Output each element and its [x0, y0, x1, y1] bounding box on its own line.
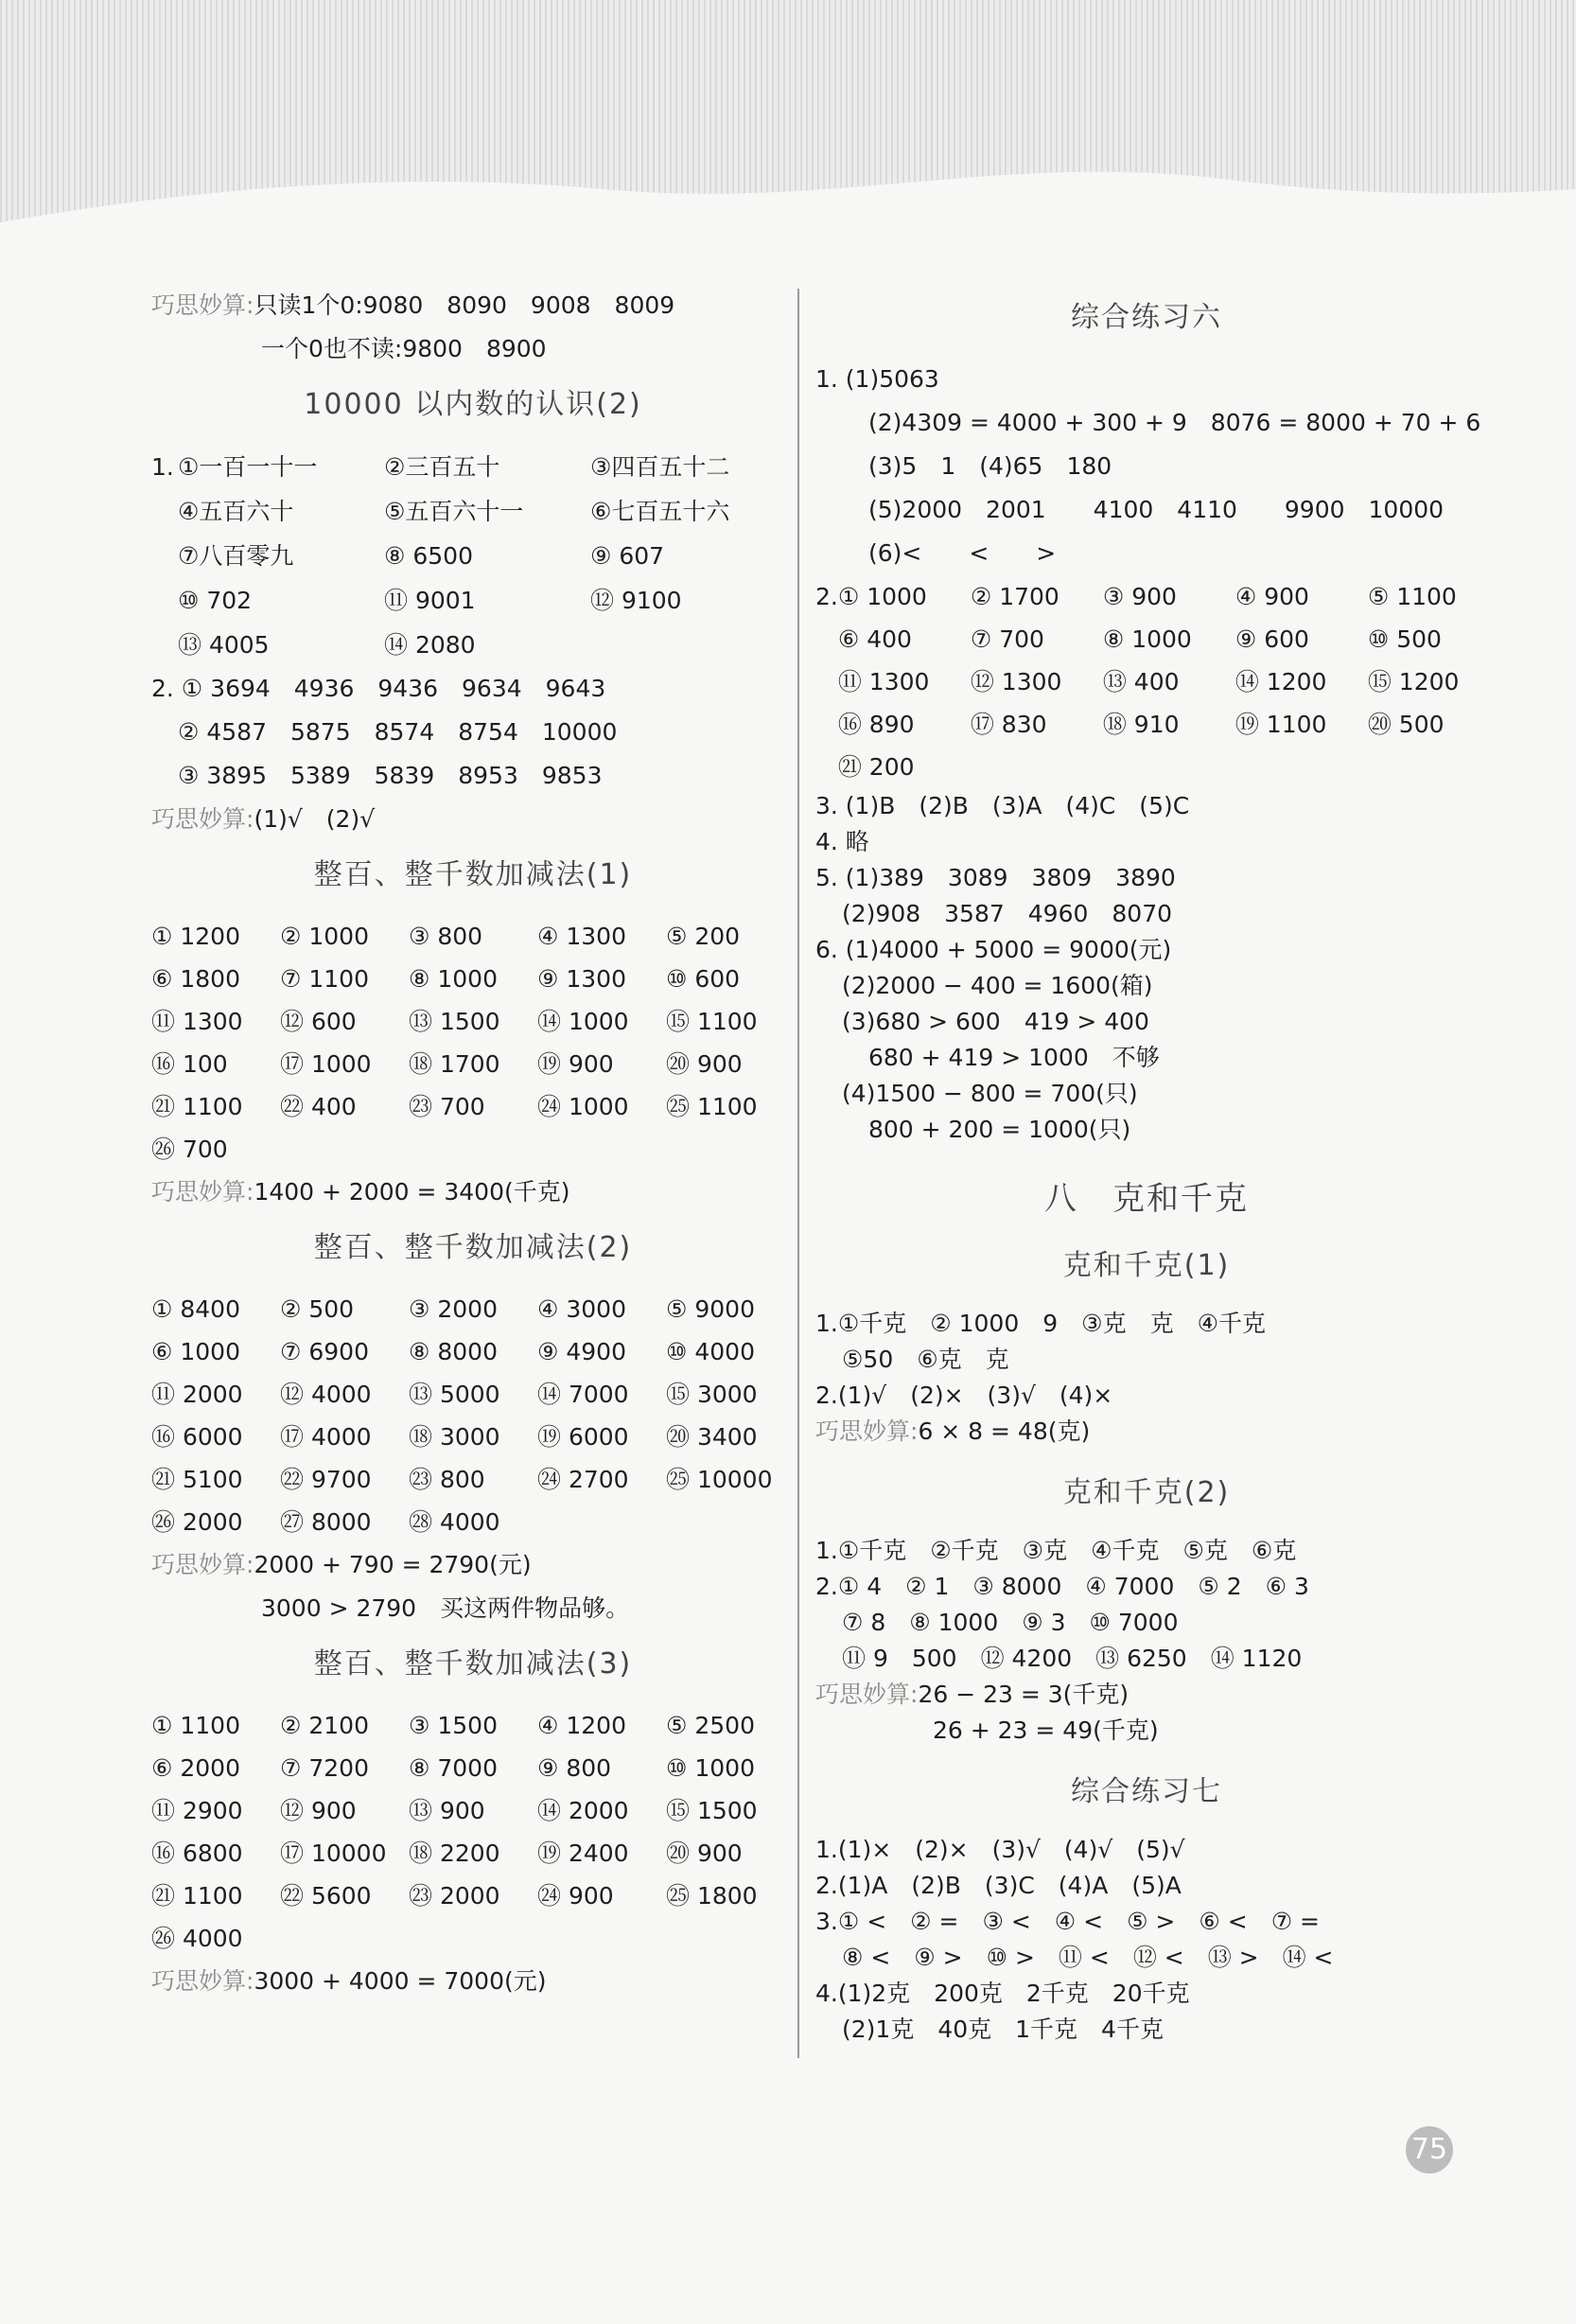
trick-text-2: 3000 > 2790 买这两件物品够。 — [261, 1594, 630, 1622]
trick-label: 巧思妙算: — [151, 291, 254, 319]
answer-item: ⑱ 910 — [1102, 711, 1180, 738]
sec7-row: ⑧ < ⑨ > ⑩ > ⑪ < ⑫ < ⑬ > ⑭ < — [842, 1944, 1334, 1971]
answer-item: ④ 900 — [1235, 583, 1309, 610]
answer-item: ㉖ 700 — [151, 1136, 228, 1163]
q2-row: ② 4587 5875 8574 8754 10000 — [178, 718, 618, 746]
answer-item: ⑳ 900 — [666, 1050, 743, 1078]
answer-item: ㉑ 1100 — [151, 1093, 243, 1120]
sec7-row: 4.(1)2克 200克 2千克 20千克 — [815, 1980, 1190, 2007]
answer-item: ① 1100 — [151, 1712, 240, 1739]
answer-item: ⑥ 2000 — [151, 1754, 240, 1782]
answer-item: ⑦八百零九 — [178, 542, 294, 570]
g1-row: 1.①千克 ② 1000 9 ③克 克 ④千克 — [815, 1310, 1266, 1337]
answer-item: ⑦ 6900 — [280, 1338, 369, 1365]
answer-item: ⑬ 1500 — [409, 1008, 500, 1035]
trick-text: 1400 + 2000 = 3400(千克) — [254, 1178, 570, 1206]
q6-row: (4)1500 − 800 = 700(只) — [842, 1080, 1138, 1107]
answer-item: ⑪ 2000 — [151, 1381, 243, 1408]
answer-item: ③ 1500 — [409, 1712, 498, 1739]
answer-item: ⑥ 1800 — [151, 965, 240, 993]
answer-item: ⑩ 4000 — [666, 1338, 755, 1365]
answer-item: ⑯ 890 — [837, 711, 915, 738]
answer-grid — [151, 915, 795, 1171]
trick-label: 巧思妙算: — [151, 1967, 254, 1995]
answer-item: ㉑ 5100 — [151, 1466, 243, 1493]
answer-item: ⑭ 7000 — [537, 1381, 629, 1408]
answer-item: ㉓ 800 — [409, 1466, 485, 1493]
answer-item: ⑫ 4000 — [280, 1381, 372, 1408]
answer-item: ⑤ 1100 — [1367, 583, 1457, 610]
answer-item: ⑥ 1000 — [151, 1338, 240, 1365]
section-title: 整百、整千数加减法(2) — [313, 1231, 633, 1264]
answer-item: ⑯ 6000 — [151, 1423, 243, 1451]
answer-item: ② 500 — [280, 1295, 355, 1323]
answer-item: ② 1700 — [970, 583, 1059, 610]
answer-item: ④ 1300 — [537, 923, 626, 950]
trick-text-2: 26 + 23 = 49(千克) — [933, 1717, 1159, 1744]
q2-row: 2. ① 3694 4936 9436 9634 9643 — [151, 675, 606, 702]
answer-item: ㉒ 9700 — [280, 1466, 372, 1493]
answer-item: ⑬ 5000 — [409, 1381, 500, 1408]
trick-row — [151, 1171, 795, 1214]
page-number: 75 — [1406, 2126, 1453, 2174]
g2-row: 2.① 4 ② 1 ③ 8000 ④ 7000 ⑤ 2 ⑥ 3 — [815, 1573, 1309, 1600]
answer-item: ㉖ 4000 — [151, 1925, 243, 1952]
trick-text: 26 − 23 = 3(千克) — [918, 1681, 1129, 1708]
answer-item: ③ 800 — [409, 923, 483, 950]
q1-label: 1. — [151, 453, 174, 481]
answer-item: ⑳ 3400 — [666, 1423, 758, 1451]
answer-item: ⑰ 4000 — [280, 1423, 372, 1451]
answer-item: ㉒ 5600 — [280, 1882, 372, 1910]
answer-item: ⑫ 1300 — [970, 668, 1062, 695]
trick-row — [815, 1414, 1478, 1450]
answer-item: ⑥七百五十六 — [590, 498, 730, 525]
answer-item: ① 1200 — [151, 923, 240, 950]
answer-item: ⑳ 900 — [666, 1840, 743, 1867]
answer-item: ④五百六十 — [178, 498, 294, 525]
answer-item: ⑧ 6500 — [384, 542, 473, 570]
trick-label: 巧思妙算: — [151, 1551, 254, 1578]
answer-item: ⑮ 3000 — [666, 1381, 758, 1408]
answer-item: ⑨ 800 — [537, 1754, 612, 1782]
answer-item: ㉑ 200 — [837, 753, 915, 781]
section-title: 综合练习七 — [1071, 1775, 1222, 1808]
sec7-row: 1.(1)× (2)× (3)√ (4)√ (5)√ — [815, 1836, 1185, 1863]
answer-item: ⑥ 400 — [837, 625, 912, 653]
answer-item: ⑭ 1200 — [1235, 668, 1327, 695]
q6-row: (2)2000 − 400 = 1600(箱) — [842, 972, 1153, 999]
answer-item: ㉘ 4000 — [409, 1508, 500, 1536]
answer-item: ⑲ 1100 — [1235, 711, 1327, 738]
trick-row — [151, 798, 795, 841]
q2-row: ③ 3895 5389 5839 8953 9853 — [178, 762, 603, 789]
answer-item: ⑯ 100 — [151, 1050, 228, 1078]
answer-item: ⑫ 9100 — [590, 587, 682, 614]
answer-item: ⑪ 9001 — [384, 587, 476, 614]
chapter-title: 八 克和千克 — [1044, 1180, 1249, 1218]
answer-item: ㉕ 10000 — [666, 1466, 773, 1493]
trick-label: 巧思妙算: — [815, 1681, 919, 1708]
right-column — [815, 284, 1481, 2048]
answer-item: ㉕ 1800 — [666, 1882, 758, 1910]
g2-row: ⑪ 9 500 ⑫ 4200 ⑬ 6250 ⑭ 1120 — [842, 1645, 1303, 1672]
answer-item: ⑳ 500 — [1367, 711, 1445, 738]
answer-item: ⑬ 900 — [409, 1797, 485, 1824]
answer-item: ㉗ 8000 — [280, 1508, 372, 1536]
answer-item: ㉑ 1100 — [151, 1882, 243, 1910]
answer-item: ⑪ 1300 — [837, 668, 930, 695]
answer-item: ①一百一十一 — [178, 453, 318, 481]
section-title: 克和千克(2) — [1062, 1476, 1231, 1509]
sec7-row: 3.① < ② = ③ < ④ < ⑤ > ⑥ < ⑦ = — [815, 1908, 1320, 1935]
answer-item: ⑩ 1000 — [666, 1754, 755, 1782]
answer-item: ㉔ 2700 — [537, 1466, 629, 1493]
answer-item: ⑤ 9000 — [666, 1295, 755, 1323]
answer-item: ⑰ 1000 — [280, 1050, 372, 1078]
answer-item: ④ 3000 — [537, 1295, 626, 1323]
answer-item: ㉒ 400 — [280, 1093, 357, 1120]
answer-item: ⑬ 4005 — [178, 631, 270, 659]
column-divider — [797, 289, 799, 2058]
answer-item: ② 2100 — [280, 1712, 369, 1739]
q1-row: (2)4309 = 4000 + 300 + 9 8076 = 8000 + 70 + 6 — [868, 409, 1481, 436]
answer-item: ⑭ 1000 — [537, 1008, 629, 1035]
answer-item: ⑰ 10000 — [280, 1840, 387, 1867]
answer-item: ⑮ 1500 — [666, 1797, 758, 1824]
section-title: 10000 以内数的认识(2) — [304, 388, 642, 421]
answer-item: ⑦ 700 — [970, 625, 1044, 653]
answer-item: ②三百五十 — [384, 453, 500, 481]
answer-item: ⑮ 1100 — [666, 1008, 758, 1035]
q1-block — [151, 445, 795, 667]
section-title: 整百、整千数加减法(3) — [313, 1647, 633, 1681]
answer-item: ⑮ 1200 — [1367, 668, 1460, 695]
answer-item: ① 1000 — [837, 583, 927, 610]
q6-row: 680 + 419 > 1000 不够 — [868, 1044, 1160, 1071]
answer-item: ③ 2000 — [409, 1295, 498, 1323]
trick-label: 巧思妙算: — [815, 1417, 919, 1445]
answer-item: ⑨ 607 — [590, 542, 665, 570]
answer-item: ⑰ 830 — [970, 711, 1047, 738]
trick-text-2: 一个0也不读:9800 8900 — [261, 335, 547, 362]
q6-row: 6. (1)4000 + 5000 = 9000(元) — [815, 936, 1172, 963]
g2-row: ⑦ 8 ⑧ 1000 ⑨ 3 ⑩ 7000 — [842, 1609, 1179, 1636]
q2-label: 2. — [815, 583, 838, 610]
sec7-row: 2.(1)A (2)B (3)C (4)A (5)A — [815, 1872, 1182, 1899]
answer-grid — [838, 575, 1500, 788]
trick-row — [151, 1543, 795, 1587]
q1-row: (3)5 1 (4)65 180 — [868, 452, 1112, 480]
answer-item: ⑲ 2400 — [537, 1840, 629, 1867]
answer-item: ⑤五百六十一 — [384, 498, 524, 525]
section-title: 综合练习六 — [1071, 301, 1222, 334]
answer-item: ㉔ 1000 — [537, 1093, 629, 1120]
answer-item: ㉖ 2000 — [151, 1508, 243, 1536]
answer-item: ⑨ 1300 — [537, 965, 626, 993]
trick-row — [151, 1960, 795, 2003]
answer-grid — [151, 1288, 795, 1543]
q1-row: (6)< < > — [868, 539, 1057, 567]
wave-decoration — [0, 0, 1576, 237]
answer-item: ⑬ 400 — [1102, 668, 1180, 695]
answer-item: ㉓ 2000 — [409, 1882, 500, 1910]
answer-item: ⑩ 500 — [1367, 625, 1442, 653]
q1-row: 1. (1)5063 — [815, 365, 939, 393]
g2-row: 1.①千克 ②千克 ③克 ④千克 ⑤克 ⑥克 — [815, 1537, 1297, 1564]
q6-row: (3)680 > 600 419 > 400 — [842, 1008, 1149, 1035]
answer-item: ⑤ 2500 — [666, 1712, 755, 1739]
trick-text: 6 × 8 = 48(克) — [918, 1417, 1091, 1445]
answer-item: ⑧ 7000 — [409, 1754, 498, 1782]
q4-row: 4. 略 — [815, 828, 869, 855]
trick-label: 巧思妙算: — [151, 1178, 254, 1206]
q5-row: 5. (1)389 3089 3809 3890 — [815, 864, 1176, 891]
answer-item: ㉔ 900 — [537, 1882, 614, 1910]
answer-item: ㉓ 700 — [409, 1093, 485, 1120]
q2-block — [815, 575, 1478, 788]
answer-item: ㉕ 1100 — [666, 1093, 758, 1120]
q1-row: (5)2000 2001 4100 4110 9900 10000 — [868, 496, 1445, 523]
q5-row: (2)908 3587 4960 8070 — [842, 900, 1172, 927]
sec7-row: (2)1克 40克 1千克 4千克 — [842, 2016, 1164, 2043]
header-banner — [0, 0, 1576, 237]
trick-text: 3000 + 4000 = 7000(元) — [254, 1967, 547, 1995]
section-title: 克和千克(1) — [1062, 1249, 1231, 1282]
answer-item: ⑧ 1000 — [1102, 625, 1192, 653]
answer-item: ⑨ 4900 — [537, 1338, 626, 1365]
answer-item: ⑤ 200 — [666, 923, 741, 950]
answer-item: ② 1000 — [280, 923, 369, 950]
left-column — [151, 284, 795, 2003]
answer-item: ⑩ 600 — [666, 965, 741, 993]
answer-item: ⑨ 600 — [1235, 625, 1309, 653]
trick-text: (1)√ (2)√ — [254, 805, 376, 833]
trick-row — [815, 1677, 1478, 1713]
trick-intro — [151, 284, 795, 327]
answer-item: ③四百五十二 — [590, 453, 730, 481]
answer-item: ⑩ 702 — [178, 587, 253, 614]
section-title: 整百、整千数加减法(1) — [313, 858, 633, 891]
answer-item: ⑭ 2000 — [537, 1797, 629, 1824]
g1-row: 2.(1)√ (2)× (3)√ (4)× — [815, 1382, 1113, 1409]
answer-item: ⑯ 6800 — [151, 1840, 243, 1867]
trick-label: 巧思妙算: — [151, 805, 254, 833]
trick-text: 2000 + 790 = 2790(元) — [254, 1551, 532, 1578]
answer-item: ⑭ 2080 — [384, 631, 476, 659]
answer-item: ③ 900 — [1102, 583, 1177, 610]
answer-item: ⑲ 6000 — [537, 1423, 629, 1451]
answer-item: ⑦ 1100 — [280, 965, 369, 993]
q3-row: 3. (1)B (2)B (3)A (4)C (5)C — [815, 792, 1190, 819]
q1-grid — [178, 445, 779, 667]
answer-item: ⑫ 900 — [280, 1797, 357, 1824]
answer-item: ⑱ 3000 — [409, 1423, 500, 1451]
answer-item: ⑧ 1000 — [409, 965, 498, 993]
answer-item: ⑱ 1700 — [409, 1050, 500, 1078]
g1-row: ⑤50 ⑥克 克 — [842, 1346, 1009, 1373]
q6-row: 800 + 200 = 1000(只) — [868, 1116, 1131, 1143]
answer-item: ⑲ 900 — [537, 1050, 614, 1078]
answer-item: ⑪ 2900 — [151, 1797, 243, 1824]
answer-item: ⑱ 2200 — [409, 1840, 500, 1867]
answer-item: ⑫ 600 — [280, 1008, 357, 1035]
answer-item: ⑦ 7200 — [280, 1754, 369, 1782]
answer-item: ④ 1200 — [537, 1712, 626, 1739]
answer-grid — [151, 1704, 795, 1960]
trick-text: 只读1个0:9080 8090 9008 8009 — [254, 291, 675, 319]
answer-item: ⑪ 1300 — [151, 1008, 243, 1035]
answer-item: ⑧ 8000 — [409, 1338, 498, 1365]
answer-item: ① 8400 — [151, 1295, 240, 1323]
